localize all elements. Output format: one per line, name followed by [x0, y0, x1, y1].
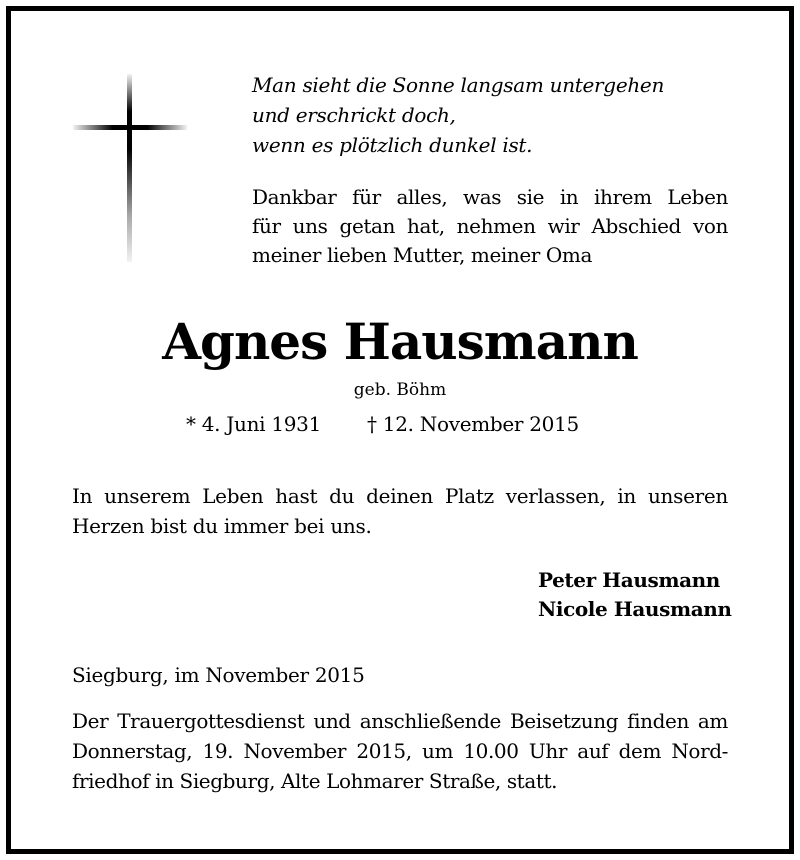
gratitude-text	[252, 183, 728, 270]
signer-name: Nicole Hausmann	[538, 597, 732, 621]
life-dates	[186, 410, 579, 438]
signer-name: Peter Hausmann	[538, 568, 720, 592]
poem-line: wenn es plötzlich dunkel ist.	[252, 133, 533, 157]
service-line: Der Trauergottesdienst und anschließende Beisetzung finden am	[72, 709, 728, 733]
service-announcement	[72, 706, 728, 796]
service-line: Donnerstag, 19. November 2015, um 10.00 Uhr auf dem Nord-	[72, 739, 728, 763]
signers-block	[538, 566, 732, 624]
poem-quote	[252, 70, 664, 160]
death-date: † 12. November 2015	[367, 412, 579, 436]
tribute-line: Herzen bist du immer bei uns.	[72, 514, 372, 538]
poem-line: und erschrickt doch,	[252, 103, 456, 127]
tribute-line: In unserem Leben hast du deinen Platz verlassen, in unseren	[72, 484, 728, 508]
birth-date: * 4. Juni 1931	[186, 412, 322, 436]
gratitude-line: Dankbar für alles, was sie in ihrem Leben	[252, 185, 728, 209]
poem-line: Man sieht die Sonne langsam untergehen	[252, 73, 665, 97]
tribute-text	[72, 481, 728, 541]
gratitude-line: meiner lieben Mutter, meiner Oma	[252, 243, 593, 267]
maiden-name: geb. Böhm	[353, 380, 447, 400]
place-date: Siegburg, im November 2015	[72, 663, 365, 687]
cross-icon	[73, 74, 187, 262]
deceased-name: Agnes Hausmann	[162, 312, 638, 371]
service-line: friedhof in Siegburg, Alte Lohmarer Straße, statt.	[72, 769, 558, 793]
gratitude-line: für uns getan hat, nehmen wir Abschied von	[252, 214, 728, 238]
